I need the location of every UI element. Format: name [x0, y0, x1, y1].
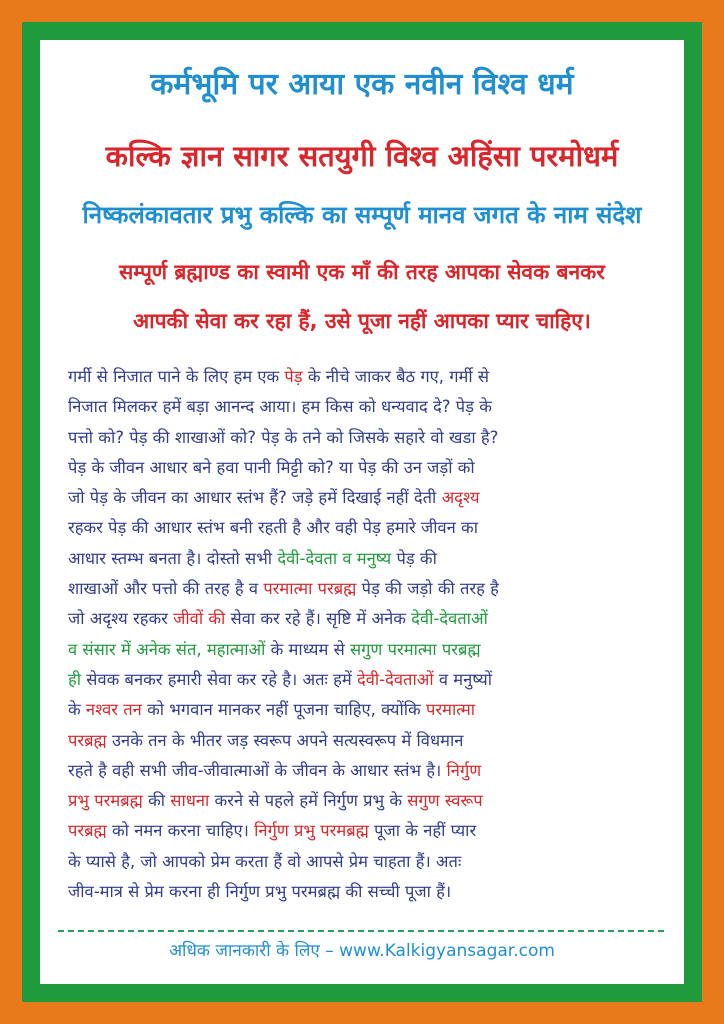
body-line: के प्यासे है, जो आपको प्रेम करता हैं वो आपसे प्रेम चाहता हैं। अतः	[68, 851, 462, 871]
body-line: रहते है वही सभी जीव-जीवात्माओं के जीवन के आधार स्तंभ है। निर्गुण	[68, 760, 482, 780]
website-link[interactable]: www.Kalkigyansagar.com	[339, 941, 555, 961]
footer-label: अधिक जानकारी के लिए –	[169, 941, 340, 961]
body-line: पत्तो को? पेड़ की शाखाओं को? पेड़ के तने को जिसके सहारे वो खडा है?	[68, 427, 499, 447]
message-title: निष्कलंकावतार प्रभु कल्कि का सम्पूर्ण मानव जगत के नाम संदेश	[82, 201, 642, 229]
tagline-line-2: आपकी सेवा कर रहा हैं, उसे पूजा नहीं आपका प्यार चाहिए।	[133, 309, 591, 333]
body-line: रहकर पेड़ की आधार स्तंभ बनी रहती है और वही पेड़ हमारे जीवन का	[68, 518, 478, 538]
message-body	[68, 362, 660, 907]
body-line: प्रभु परमब्रह्म की साधना करने से पहले हमें निर्गुण प्रभु के सगुण स्वरूप	[68, 791, 483, 811]
main-title: कर्मभूमि पर आया एक नवीन विश्व धर्म	[150, 67, 574, 102]
body-line: आधार स्तम्भ बनता है। दोस्तो सभी देवी-देवता व मनुष्य पेड़ की	[68, 548, 437, 568]
body-line: परब्रह्म उनके तन के भीतर जड़ स्वरूप अपने सत्यस्वरूप में विधमान	[68, 730, 464, 750]
body-line: ही सेवक बनकर हमारी सेवा कर रहे है। अतः हमें देवी-देवताओं व मनुष्यों	[68, 669, 492, 689]
poster-sheet	[40, 40, 684, 984]
body-line: गर्मी से निजात पाने के लिए हम एक पेड़ के नीचे जाकर बैठ गए, गर्मी से	[68, 367, 490, 386]
body-line: जीव-मात्र से प्रेम करना ही निर्गुण प्रभु परमब्रह्म की सच्ची पूजा हैं।	[68, 882, 452, 902]
body-line: शाखाओं और पत्तो की तरह है व परमात्मा परब्रह्म पेड़ की जड़ो की तरह है	[68, 579, 499, 599]
body-line: पेड़ के जीवन आधार बने हवा पानी मिट्टी को? या पेड़ की उन जड़ों को	[68, 457, 475, 477]
body-line: निजात मिलकर हमें बड़ा आनन्द आया। हम किस को धन्यवाद दे? पेड़ के	[68, 397, 492, 417]
body-line: जो पेड़ के जीवन का आधार स्तंभ हैं? जड़े हमें दिखाई नहीं देती अदृश्य	[68, 488, 480, 508]
dashed-divider	[58, 930, 664, 932]
sub-title: कल्कि ज्ञान सागर सतयुगी विश्व अहिंसा परमोधर्म	[105, 139, 619, 173]
body-line: व संसार में अनेक संत, महात्माओं के माध्यम से सगुण परमात्मा परब्रह्म	[68, 639, 481, 659]
footer	[40, 938, 684, 961]
body-line: जो अदृश्य रहकर जीवों की सेवा कर रहे हैं। सृष्टि में अनेक देवी-देवताओं	[68, 609, 488, 629]
body-line: परब्रह्म को नमन करना चाहिए। निर्गुण प्रभु परमब्रह्म पूजा के नहीं प्यार	[68, 821, 477, 841]
body-line: के नश्वर तन को भगवान मानकर नहीं पूजना चाहिए, क्योंकि परमात्मा	[68, 700, 476, 720]
tagline-line-1: सम्पूर्ण ब्रह्माण्ड का स्वामी एक माँ की तरह आपका सेवक बनकर	[119, 260, 605, 284]
